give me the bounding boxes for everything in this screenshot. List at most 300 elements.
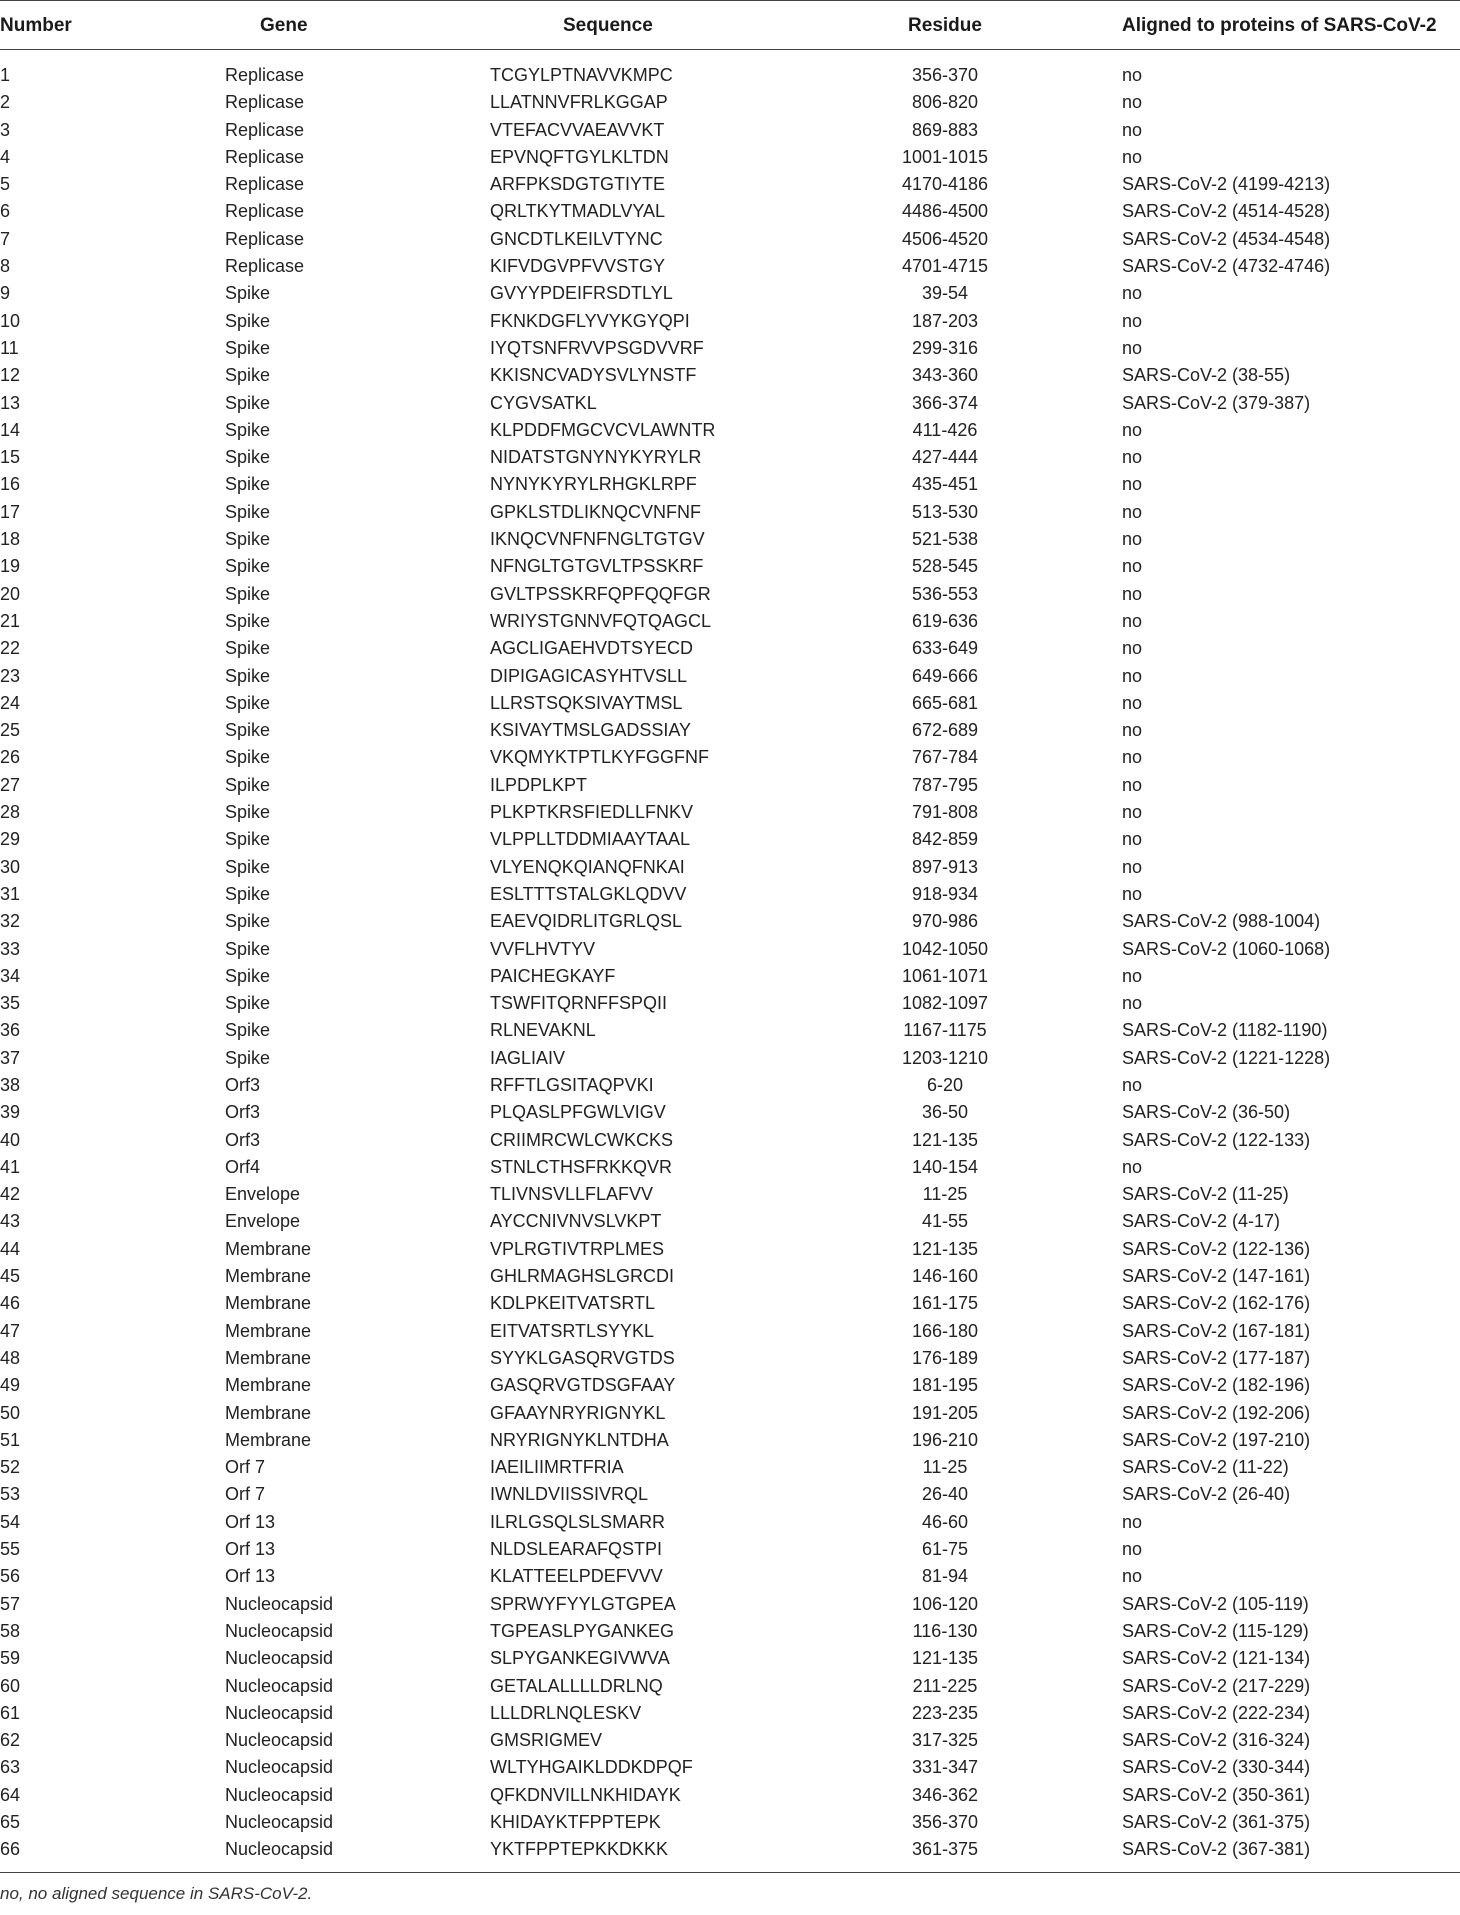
cell-sequence: GHLRMAGHSLGRCDI	[490, 1266, 675, 1287]
cell-gene: Spike	[225, 610, 271, 631]
header-sequence: Sequence	[563, 15, 653, 36]
header-aligned: Aligned to proteins of SARS-CoV-2	[1122, 15, 1437, 36]
cell-aligned: no	[1122, 529, 1143, 550]
cell-residue: 4170-4186	[901, 174, 989, 195]
cell-gene: Spike	[225, 474, 271, 495]
cell-gene: Membrane	[225, 1347, 312, 1368]
cell-gene: Spike	[225, 774, 271, 795]
cell-sequence: PLQASLPFGWLVIGV	[490, 1102, 666, 1123]
cell-aligned: no	[1122, 1156, 1143, 1177]
cell-number: 55	[0, 1539, 21, 1560]
cell-sequence: AGCLIGAEHVDTSYECD	[490, 638, 694, 659]
cell-aligned: SARS-CoV-2 (36-50)	[1122, 1102, 1291, 1123]
cell-gene: Nucleocapsid	[225, 1675, 334, 1696]
cell-gene: Spike	[225, 829, 271, 850]
cell-sequence: TCGYLPTNAVVKMPC	[490, 65, 673, 85]
table-row	[0, 772, 1460, 799]
cell-number: 7	[0, 228, 11, 249]
table-row	[0, 1318, 1460, 1345]
cell-gene: Orf 13	[225, 1539, 276, 1560]
table-row	[0, 1154, 1460, 1181]
cell-residue: 513-530	[911, 501, 979, 522]
cell-aligned: no	[1122, 883, 1143, 904]
cell-gene: Membrane	[225, 1429, 312, 1450]
cell-aligned: no	[1122, 638, 1143, 659]
cell-gene: Nucleocapsid	[225, 1757, 334, 1778]
cell-gene: Spike	[225, 529, 271, 550]
cell-aligned: no	[1122, 583, 1143, 604]
cell-sequence: RFFTLGSITAQPVKI	[490, 1074, 654, 1095]
cell-sequence: NYNYKYRYLRHGKLRPF	[490, 474, 697, 495]
cell-residue: 356-370	[911, 65, 979, 85]
cell-number: 48	[0, 1347, 21, 1368]
cell-aligned: no	[1122, 283, 1143, 304]
cell-sequence: ILPDPLKPT	[490, 774, 588, 795]
cell-number: 45	[0, 1266, 21, 1287]
table-row	[0, 553, 1460, 580]
cell-residue: 146-160	[911, 1266, 979, 1287]
cell-number: 34	[0, 965, 21, 986]
cell-sequence: ESLTTTSTALGKLQDVV	[490, 883, 687, 904]
cell-residue: 619-636	[911, 610, 979, 631]
cell-sequence: AYCCNIVNVSLVKPT	[490, 1211, 662, 1232]
cell-gene: Orf3	[225, 1129, 261, 1150]
table-row	[0, 417, 1460, 444]
cell-aligned: SARS-CoV-2 (105-119)	[1122, 1593, 1309, 1614]
table-row	[0, 1782, 1460, 1809]
cell-number: 31	[0, 883, 21, 904]
cell-aligned: SARS-CoV-2 (316-324)	[1122, 1730, 1311, 1751]
cell-aligned: no	[1122, 856, 1143, 877]
cell-gene: Spike	[225, 583, 271, 604]
cell-sequence: IWNLDVIISSIVRQL	[490, 1484, 649, 1505]
cell-sequence: GPKLSTDLIKNQCVNFNF	[490, 501, 702, 522]
cell-residue: 81-94	[921, 1566, 969, 1587]
table-row	[0, 1236, 1460, 1263]
cell-aligned: no	[1122, 802, 1143, 823]
cell-aligned: SARS-CoV-2 (1221-1228)	[1122, 1047, 1331, 1068]
cell-number: 28	[0, 802, 21, 823]
cell-gene: Spike	[225, 310, 271, 331]
cell-sequence: VKQMYKTPTLKYFGGFNF	[490, 747, 710, 768]
cell-sequence: WRIYSTGNNVFQTQAGCL	[490, 610, 712, 631]
cell-number: 62	[0, 1730, 21, 1751]
cell-number: 1	[0, 65, 11, 85]
cell-aligned: SARS-CoV-2 (26-40)	[1122, 1484, 1291, 1505]
cell-aligned: SARS-CoV-2 (1060-1068)	[1122, 938, 1331, 959]
header-residue: Residue	[908, 15, 982, 36]
cell-sequence: CYGVSATKL	[490, 392, 597, 413]
table-row	[0, 690, 1460, 717]
cell-residue: 918-934	[911, 883, 979, 904]
cell-gene: Orf 7	[225, 1457, 266, 1478]
cell-gene: Replicase	[225, 119, 305, 140]
cell-aligned: no	[1122, 474, 1143, 495]
table-row	[0, 1673, 1460, 1700]
cell-sequence: IKNQCVNFNFNGLTGTGV	[490, 529, 705, 550]
cell-number: 24	[0, 692, 21, 713]
cell-aligned: no	[1122, 1566, 1143, 1587]
cell-sequence: TGPEASLPYGANKEG	[490, 1620, 675, 1641]
cell-number: 21	[0, 610, 21, 631]
cell-number: 52	[0, 1457, 21, 1478]
cell-sequence: PLKPTKRSFIEDLLFNKV	[490, 802, 694, 823]
cell-aligned: no	[1122, 556, 1143, 577]
cell-aligned: no	[1122, 1074, 1143, 1095]
cell-residue: 787-795	[911, 774, 979, 795]
cell-aligned: no	[1122, 965, 1143, 986]
cell-aligned: no	[1122, 720, 1143, 741]
table-row	[0, 1345, 1460, 1372]
table-row	[0, 198, 1460, 225]
cell-number: 6	[0, 201, 11, 222]
table-header	[0, 0, 1460, 49]
cell-aligned: no	[1122, 610, 1143, 631]
cell-gene: Orf 7	[225, 1484, 266, 1505]
cell-number: 47	[0, 1320, 21, 1341]
cell-sequence: GFAAYNRYRIGNYKL	[490, 1402, 666, 1423]
cell-aligned: no	[1122, 692, 1143, 713]
cell-gene: Spike	[225, 720, 271, 741]
cell-gene: Spike	[225, 283, 271, 304]
table-row	[0, 744, 1460, 771]
cell-number: 53	[0, 1484, 21, 1505]
table-row	[0, 117, 1460, 144]
cell-number: 12	[0, 365, 21, 386]
cell-residue: 191-205	[911, 1402, 979, 1423]
table-row	[0, 499, 1460, 526]
cell-residue: 806-820	[911, 92, 979, 113]
cell-number: 38	[0, 1074, 21, 1095]
cell-gene: Orf 13	[225, 1566, 276, 1587]
cell-residue: 665-681	[911, 692, 979, 713]
cell-sequence: EITVATSRTLSYYKL	[490, 1320, 655, 1341]
cell-number: 66	[0, 1839, 21, 1860]
cell-sequence: KKISNCVADYSVLYNSTF	[490, 365, 697, 386]
cell-aligned: SARS-CoV-2 (122-133)	[1122, 1129, 1311, 1150]
cell-residue: 649-666	[911, 665, 979, 686]
cell-sequence: CRIIMRCWLCWKCKS	[490, 1129, 673, 1150]
cell-residue: 181-195	[911, 1375, 979, 1396]
cell-aligned: SARS-CoV-2 (222-234)	[1122, 1702, 1311, 1723]
cell-sequence: RLNEVAKNL	[490, 1020, 596, 1041]
table-row	[0, 1045, 1460, 1072]
cell-aligned: SARS-CoV-2 (350-361)	[1122, 1784, 1311, 1805]
cell-sequence: NFNGLTGTGVLTPSSKRF	[490, 556, 704, 577]
cell-number: 36	[0, 1020, 21, 1041]
cell-residue: 223-235	[911, 1702, 979, 1723]
table-row	[0, 1263, 1460, 1290]
cell-residue: 317-325	[911, 1730, 979, 1751]
cell-gene: Spike	[225, 883, 271, 904]
cell-residue: 361-375	[911, 1839, 979, 1860]
cell-sequence: IYQTSNFRVVPSGDVVRF	[490, 337, 704, 358]
cell-aligned: SARS-CoV-2 (367-381)	[1122, 1839, 1311, 1860]
cell-gene: Membrane	[225, 1293, 312, 1314]
table-row	[0, 908, 1460, 935]
cell-number: 43	[0, 1211, 21, 1232]
cell-sequence: KSIVAYTMSLGADSSIAY	[490, 720, 692, 741]
table-row	[0, 1809, 1460, 1836]
cell-gene: Spike	[225, 392, 271, 413]
cell-residue: 1167-1175	[903, 1020, 987, 1041]
cell-number: 32	[0, 911, 21, 932]
cell-number: 54	[0, 1511, 21, 1532]
cell-sequence: GVLTPSSKRFQPFQQFGR	[490, 583, 711, 604]
cell-gene: Spike	[225, 1020, 271, 1041]
cell-number: 19	[0, 556, 21, 577]
cell-residue: 427-444	[911, 447, 979, 468]
cell-residue: 299-316	[911, 337, 979, 358]
cell-gene: Spike	[225, 638, 271, 659]
cell-residue: 46-60	[921, 1511, 969, 1532]
table-row	[0, 1754, 1460, 1781]
cell-sequence: GVYYPDEIFRSDTLYL	[490, 283, 673, 304]
cell-residue: 356-370	[911, 1812, 979, 1832]
cell-aligned: SARS-CoV-2 (361-375)	[1122, 1812, 1311, 1832]
cell-sequence: PAICHEGKAYF	[490, 965, 616, 986]
cell-sequence: NLDSLEARAFQSTPI	[490, 1539, 663, 1560]
cell-aligned: SARS-CoV-2 (121-134)	[1122, 1648, 1311, 1669]
table-row	[0, 62, 1460, 89]
cell-sequence: GMSRIGMEV	[490, 1730, 603, 1751]
cell-gene: Spike	[225, 911, 271, 932]
table-row	[0, 1836, 1460, 1863]
header-gene: Gene	[260, 15, 308, 36]
cell-sequence: SLPYGANKEGIVWVA	[490, 1648, 670, 1669]
table-row	[0, 635, 1460, 662]
cell-aligned: no	[1122, 829, 1143, 850]
cell-gene: Replicase	[225, 92, 305, 113]
cell-gene: Spike	[225, 501, 271, 522]
cell-number: 33	[0, 938, 21, 959]
cell-number: 26	[0, 747, 21, 768]
table-row	[0, 1509, 1460, 1536]
cell-number: 14	[0, 419, 21, 440]
cell-aligned: no	[1122, 419, 1143, 440]
table-row	[0, 1208, 1460, 1235]
table-row	[0, 608, 1460, 635]
cell-sequence: EPVNQFTGYLKLTDN	[490, 146, 669, 167]
cell-residue: 521-538	[911, 529, 979, 550]
cell-aligned: no	[1122, 146, 1143, 167]
cell-residue: 1061-1071	[901, 965, 989, 986]
cell-residue: 633-649	[911, 638, 979, 659]
cell-aligned: no	[1122, 665, 1143, 686]
cell-gene: Nucleocapsid	[225, 1648, 334, 1669]
cell-residue: 140-154	[911, 1156, 979, 1177]
table-row	[0, 335, 1460, 362]
cell-residue: 1203-1210	[901, 1047, 989, 1068]
cell-aligned: SARS-CoV-2 (1182-1190)	[1122, 1020, 1328, 1041]
cell-residue: 842-859	[911, 829, 979, 850]
cell-gene: Spike	[225, 556, 271, 577]
table-row	[0, 1727, 1460, 1754]
cell-residue: 4486-4500	[901, 201, 989, 222]
cell-sequence: ILRLGSQLSLSMARR	[490, 1511, 666, 1532]
cell-residue: 106-120	[911, 1593, 979, 1614]
cell-aligned: SARS-CoV-2 (4534-4548)	[1122, 228, 1331, 249]
cell-residue: 41-55	[921, 1211, 969, 1232]
cell-sequence: LLLDRLNQLESKV	[490, 1702, 642, 1723]
cell-residue: 211-225	[912, 1675, 978, 1696]
cell-gene: Orf3	[225, 1102, 261, 1123]
cell-gene: Spike	[225, 802, 271, 823]
cell-number: 35	[0, 993, 21, 1014]
cell-residue: 6-20	[926, 1074, 964, 1095]
cell-residue: 61-75	[921, 1539, 969, 1560]
cell-sequence: VVFLHVTYV	[490, 938, 596, 959]
cell-residue: 346-362	[911, 1784, 979, 1805]
table-row	[0, 471, 1460, 498]
table-row	[0, 936, 1460, 963]
cell-aligned: SARS-CoV-2 (330-344)	[1122, 1757, 1311, 1778]
cell-sequence: IAGLIAIV	[490, 1047, 566, 1068]
cell-number: 56	[0, 1566, 21, 1587]
cell-residue: 4701-4715	[901, 256, 989, 277]
cell-residue: 121-135	[911, 1648, 979, 1669]
cell-sequence: SYYKLGASQRVGTDS	[490, 1347, 675, 1368]
cell-number: 58	[0, 1620, 21, 1641]
table-row	[0, 1072, 1460, 1099]
cell-residue: 39-54	[921, 283, 969, 304]
cell-residue: 1001-1015	[901, 146, 989, 167]
table-row	[0, 1563, 1460, 1590]
cell-sequence: EAEVQIDRLITGRLQSL	[490, 911, 683, 932]
cell-aligned: SARS-CoV-2 (197-210)	[1122, 1429, 1311, 1450]
cell-number: 15	[0, 447, 21, 468]
cell-gene: Replicase	[225, 201, 305, 222]
cell-sequence: NIDATSTGNYNYKYRYLR	[490, 447, 702, 468]
cell-residue: 767-784	[911, 747, 979, 768]
cell-residue: 187-203	[911, 310, 979, 331]
cell-aligned: no	[1122, 119, 1143, 140]
cell-residue: 411-426	[912, 419, 978, 440]
table-row	[0, 1454, 1460, 1481]
cell-gene: Spike	[225, 692, 271, 713]
cell-aligned: SARS-CoV-2 (38-55)	[1122, 365, 1291, 386]
cell-gene: Nucleocapsid	[225, 1812, 334, 1832]
table-row	[0, 717, 1460, 744]
table-row	[0, 390, 1460, 417]
cell-gene: Membrane	[225, 1266, 312, 1287]
table-row	[0, 1591, 1460, 1618]
cell-sequence: GNCDTLKEILVTYNC	[490, 228, 663, 249]
cell-sequence: VLPPLLTDDMIAAYTAAL	[490, 829, 691, 850]
cell-number: 65	[0, 1812, 21, 1832]
cell-number: 25	[0, 720, 21, 741]
cell-gene: Spike	[225, 993, 271, 1014]
cell-residue: 116-130	[912, 1620, 978, 1641]
cell-sequence: NRYRIGNYKLNTDHA	[490, 1429, 669, 1450]
cell-gene: Spike	[225, 365, 271, 386]
cell-sequence: IAEILIIMRTFRIA	[490, 1457, 624, 1478]
table-row	[0, 171, 1460, 198]
cell-gene: Envelope	[225, 1184, 301, 1205]
cell-number: 10	[0, 310, 21, 331]
cell-aligned: SARS-CoV-2 (379-387)	[1122, 392, 1311, 413]
cell-gene: Replicase	[225, 65, 305, 85]
cell-sequence: KHIDAYKTFPPTEPK	[490, 1812, 661, 1832]
cell-gene: Orf 13	[225, 1511, 276, 1532]
table-row	[0, 362, 1460, 389]
cell-sequence: WLTYHGAIKLDDKDPQF	[490, 1757, 693, 1778]
cell-gene: Nucleocapsid	[225, 1730, 334, 1751]
table-row	[0, 280, 1460, 307]
cell-gene: Orf3	[225, 1074, 261, 1095]
cell-aligned: no	[1122, 501, 1143, 522]
cell-aligned: no	[1122, 337, 1143, 358]
cell-aligned: SARS-CoV-2 (4199-4213)	[1122, 174, 1331, 195]
cell-number: 49	[0, 1375, 21, 1396]
table-row	[0, 1290, 1460, 1317]
cell-sequence: STNLCTHSFRKKQVR	[490, 1156, 673, 1177]
cell-number: 60	[0, 1675, 21, 1696]
cell-number: 63	[0, 1757, 21, 1778]
cell-number: 17	[0, 501, 21, 522]
cell-gene: Envelope	[225, 1211, 301, 1232]
cell-aligned: no	[1122, 993, 1143, 1014]
cell-sequence: VTEFACVVAEAVVKT	[490, 119, 665, 140]
cell-residue: 161-175	[911, 1293, 979, 1314]
cell-gene: Spike	[225, 1047, 271, 1068]
cell-number: 3	[0, 119, 11, 140]
table-row	[0, 963, 1460, 990]
cell-number: 29	[0, 829, 21, 850]
cell-residue: 196-210	[911, 1429, 979, 1450]
cell-number: 51	[0, 1429, 21, 1450]
cell-sequence: QFKDNVILLNKHIDAYK	[490, 1784, 681, 1805]
cell-number: 46	[0, 1293, 21, 1314]
cell-gene: Nucleocapsid	[225, 1593, 334, 1614]
cell-residue: 11-25	[922, 1184, 968, 1205]
cell-number: 4	[0, 146, 11, 167]
cell-sequence: LLRSTSQKSIVAYTMSL	[490, 692, 683, 713]
cell-number: 41	[0, 1156, 21, 1177]
cell-number: 39	[0, 1102, 21, 1123]
cell-number: 9	[0, 283, 11, 304]
cell-aligned: SARS-CoV-2 (115-129)	[1122, 1620, 1309, 1641]
cell-aligned: SARS-CoV-2 (182-196)	[1122, 1375, 1311, 1396]
cell-residue: 166-180	[911, 1320, 979, 1341]
table-row	[0, 226, 1460, 253]
cell-sequence: GETALALLLLDRLNQ	[490, 1675, 663, 1696]
cell-aligned: SARS-CoV-2 (162-176)	[1122, 1293, 1311, 1314]
cell-aligned: SARS-CoV-2 (4-17)	[1122, 1211, 1281, 1232]
cell-sequence: TLIVNSVLLFLAFVV	[490, 1184, 654, 1205]
cell-aligned: SARS-CoV-2 (192-206)	[1122, 1402, 1311, 1423]
cell-aligned: no	[1122, 774, 1143, 795]
cell-residue: 176-189	[911, 1347, 979, 1368]
cell-sequence: ARFPKSDGTGTIYTE	[490, 174, 666, 195]
table-row	[0, 1700, 1460, 1727]
cell-residue: 536-553	[911, 583, 979, 604]
table-row	[0, 1427, 1460, 1454]
cell-sequence: TSWFITQRNFFSPQII	[490, 993, 667, 1014]
cell-residue: 1082-1097	[901, 993, 989, 1014]
cell-number: 20	[0, 583, 21, 604]
cell-number: 8	[0, 256, 11, 277]
cell-sequence: FKNKDGFLYVYKGYQPI	[490, 310, 690, 331]
cell-aligned: SARS-CoV-2 (988-1004)	[1122, 911, 1321, 932]
cell-gene: Membrane	[225, 1238, 312, 1259]
cell-gene: Replicase	[225, 228, 305, 249]
cell-number: 16	[0, 474, 21, 495]
cell-number: 64	[0, 1784, 21, 1805]
cell-aligned: no	[1122, 310, 1143, 331]
cell-gene: Replicase	[225, 256, 305, 277]
cell-number: 57	[0, 1593, 21, 1614]
